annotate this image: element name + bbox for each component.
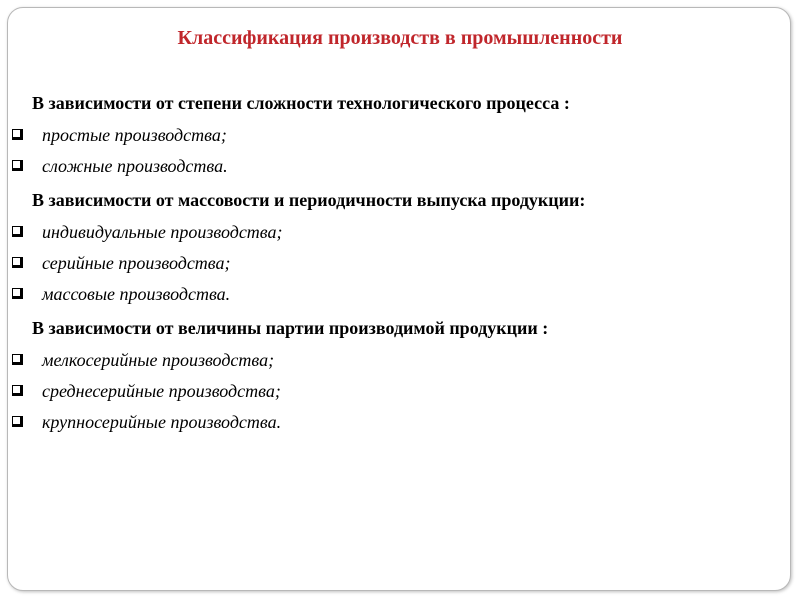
- list-item: [12, 349, 772, 372]
- list-item-text: среднесерийные производства;: [42, 381, 281, 401]
- slide-content: [12, 89, 772, 442]
- list-item: [12, 124, 772, 147]
- list-item-text: крупносерийные производства.: [42, 412, 282, 432]
- list-item: [12, 155, 772, 178]
- checkbox-square-icon: [12, 129, 23, 140]
- list-item-text: индивидуальные производства;: [42, 222, 283, 242]
- list-item: [12, 252, 772, 275]
- list-item: [12, 411, 772, 434]
- list-item-text: сложные производства.: [42, 156, 228, 176]
- list-item-text: серийные производства;: [42, 253, 231, 273]
- slide-title: Классификация производств в промышленности: [177, 27, 623, 49]
- list-item-text: простые производства;: [42, 125, 227, 145]
- checkbox-square-icon: [12, 257, 23, 268]
- checkbox-square-icon: [12, 160, 23, 171]
- group-heading: В зависимости от величины партии производимой продукции :: [32, 318, 549, 338]
- checkbox-square-icon: [12, 226, 23, 237]
- group-heading: В зависимости от степени сложности технологического процесса :: [32, 93, 570, 113]
- list-item: [12, 380, 772, 403]
- group-heading: В зависимости от массовости и периодичности выпуска продукции:: [32, 190, 586, 210]
- checkbox-square-icon: [12, 354, 23, 365]
- list-item-text: массовые производства.: [42, 284, 231, 304]
- list-item: [12, 283, 772, 306]
- checkbox-square-icon: [12, 416, 23, 427]
- list-item-text: мелкосерийные производства;: [42, 350, 275, 370]
- checkbox-square-icon: [12, 288, 23, 299]
- checkbox-square-icon: [12, 385, 23, 396]
- list-item: [12, 221, 772, 244]
